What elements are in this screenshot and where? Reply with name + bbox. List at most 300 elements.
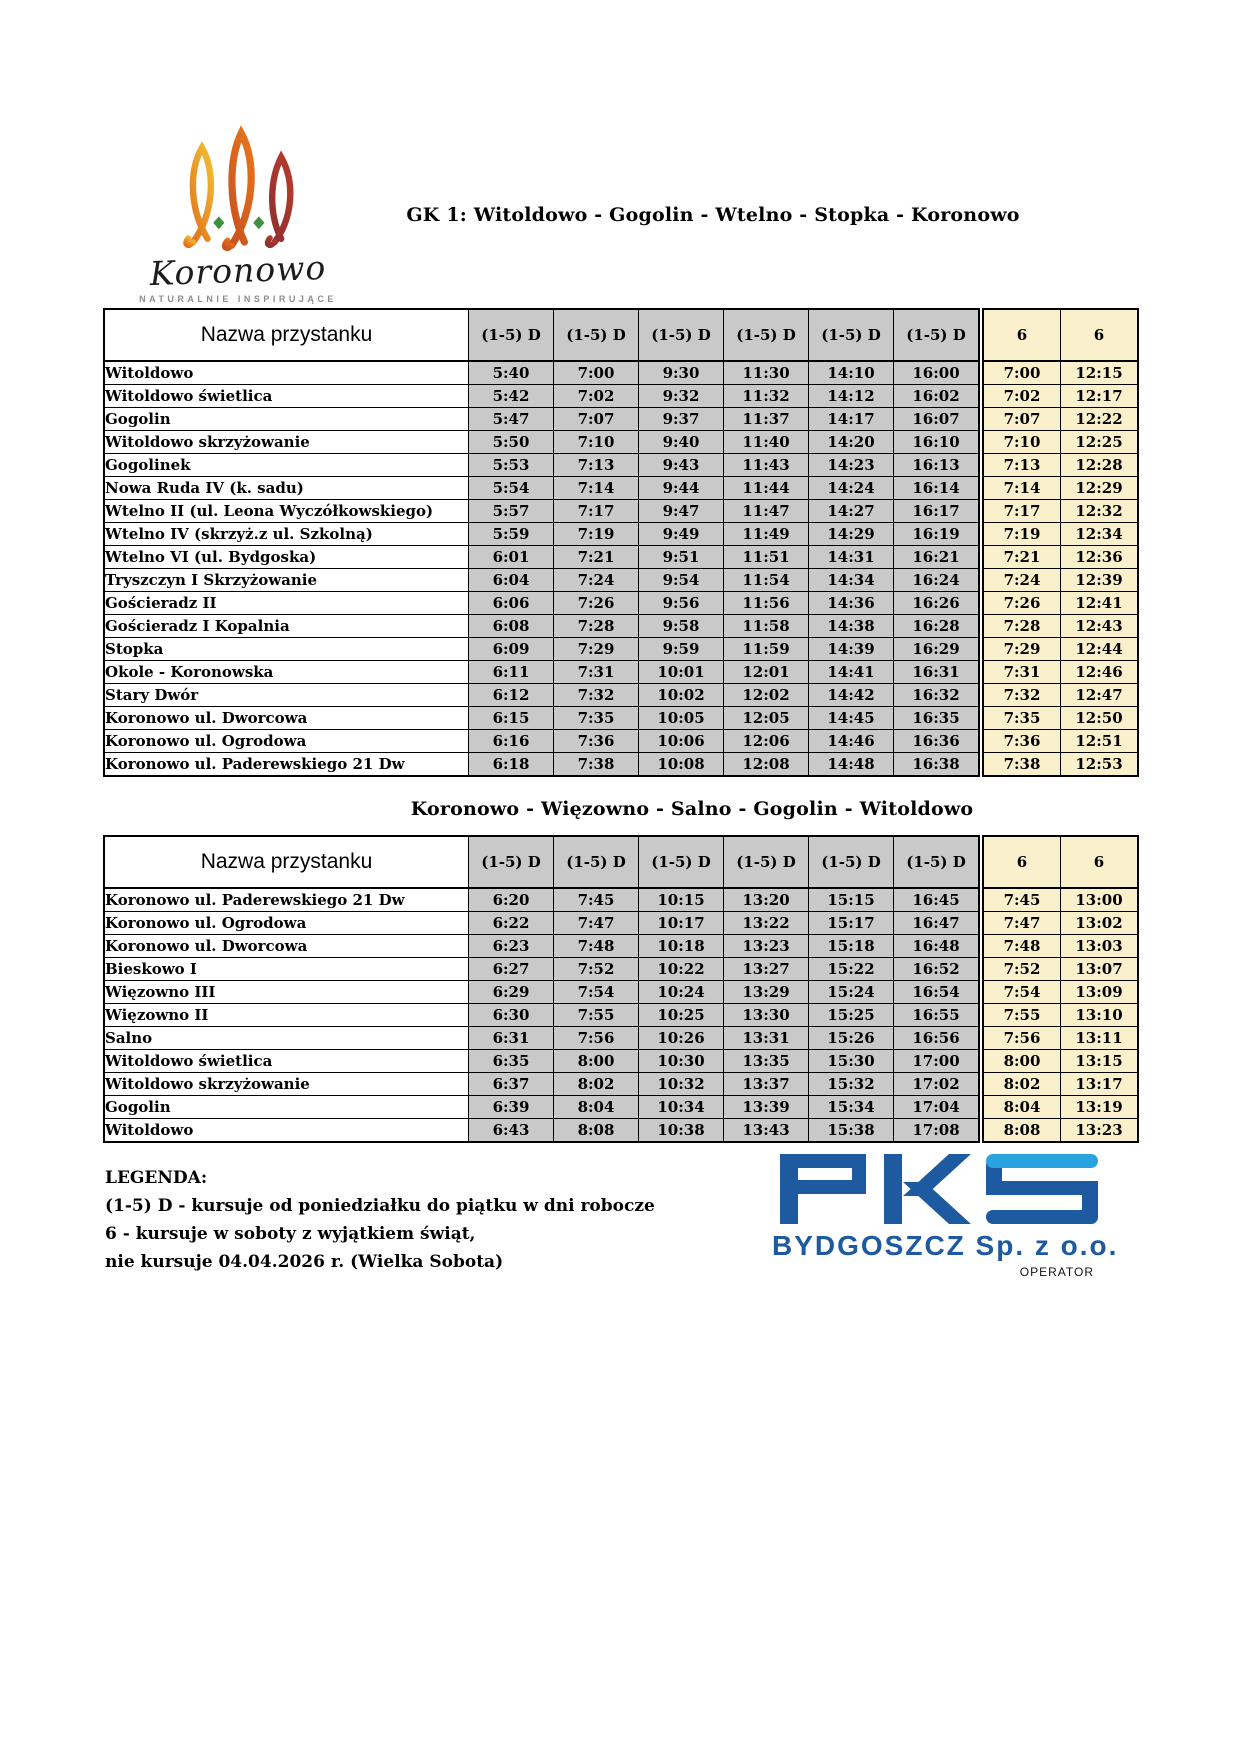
- time-cell: 7:35: [554, 707, 639, 730]
- table-row: [104, 935, 1138, 958]
- time-cell: 16:28: [894, 615, 982, 638]
- time-cell: 5:57: [469, 500, 554, 523]
- time-cell: 7:13: [981, 454, 1061, 477]
- time-cell: 6:22: [469, 912, 554, 935]
- stop-name-header: Nazwa przystanku: [104, 836, 469, 888]
- time-cell: 14:36: [809, 592, 894, 615]
- pks-logo: [772, 1148, 1124, 1279]
- table-row: [104, 638, 1138, 661]
- time-cell: 13:29: [724, 981, 809, 1004]
- column-header: (1-5) D: [554, 836, 639, 888]
- time-cell: 16:32: [894, 684, 982, 707]
- time-cell: 5:53: [469, 454, 554, 477]
- time-cell: 13:02: [1061, 912, 1139, 935]
- time-cell: 6:30: [469, 1004, 554, 1027]
- time-cell: 7:24: [554, 569, 639, 592]
- table-row: [104, 523, 1138, 546]
- time-cell: 15:30: [809, 1050, 894, 1073]
- time-cell: 11:37: [724, 408, 809, 431]
- stop-name-cell: Koronowo ul. Ogrodowa: [104, 730, 469, 753]
- time-cell: 7:48: [981, 935, 1061, 958]
- time-cell: 13:20: [724, 888, 809, 912]
- time-cell: 7:28: [981, 615, 1061, 638]
- time-cell: 7:35: [981, 707, 1061, 730]
- time-cell: 16:02: [894, 385, 982, 408]
- table-row: [104, 408, 1138, 431]
- time-cell: 12:36: [1061, 546, 1139, 569]
- time-cell: 15:38: [809, 1119, 894, 1143]
- time-cell: 12:50: [1061, 707, 1139, 730]
- stop-name-cell: Tryszczyn I Skrzyżowanie: [104, 569, 469, 592]
- stop-name-cell: Koronowo ul. Ogrodowa: [104, 912, 469, 935]
- time-cell: 14:41: [809, 661, 894, 684]
- time-cell: 9:54: [639, 569, 724, 592]
- time-cell: 14:29: [809, 523, 894, 546]
- time-cell: 12:51: [1061, 730, 1139, 753]
- column-header: (1-5) D: [724, 836, 809, 888]
- time-cell: 16:24: [894, 569, 982, 592]
- time-cell: 6:08: [469, 615, 554, 638]
- time-cell: 17:08: [894, 1119, 982, 1143]
- time-cell: 16:35: [894, 707, 982, 730]
- time-cell: 7:47: [554, 912, 639, 935]
- stop-name-cell: Koronowo ul. Dworcowa: [104, 935, 469, 958]
- table-row: [104, 431, 1138, 454]
- time-cell: 12:29: [1061, 477, 1139, 500]
- time-cell: 13:43: [724, 1119, 809, 1143]
- time-cell: 14:10: [809, 361, 894, 385]
- time-cell: 8:02: [554, 1073, 639, 1096]
- table-row: [104, 661, 1138, 684]
- time-cell: 14:45: [809, 707, 894, 730]
- stop-name-cell: Okole - Koronowska: [104, 661, 469, 684]
- time-cell: 11:47: [724, 500, 809, 523]
- table-row: [104, 1073, 1138, 1096]
- time-cell: 7:45: [554, 888, 639, 912]
- stop-name-cell: Gogolinek: [104, 454, 469, 477]
- time-cell: 7:36: [981, 730, 1061, 753]
- time-cell: 14:39: [809, 638, 894, 661]
- table-row: [104, 546, 1138, 569]
- time-cell: 14:20: [809, 431, 894, 454]
- time-cell: 6:29: [469, 981, 554, 1004]
- time-cell: 7:31: [554, 661, 639, 684]
- time-cell: 16:52: [894, 958, 982, 981]
- time-cell: 7:52: [554, 958, 639, 981]
- time-cell: 7:38: [981, 753, 1061, 777]
- time-cell: 11:56: [724, 592, 809, 615]
- column-header: (1-5) D: [809, 309, 894, 361]
- time-cell: 13:11: [1061, 1027, 1139, 1050]
- time-cell: 14:17: [809, 408, 894, 431]
- time-cell: 16:45: [894, 888, 982, 912]
- koronowo-wordmark: Koronowo: [149, 247, 327, 294]
- table-row: [104, 707, 1138, 730]
- time-cell: 14:46: [809, 730, 894, 753]
- time-cell: 10:32: [639, 1073, 724, 1096]
- time-cell: 7:07: [554, 408, 639, 431]
- koronowo-logo: [128, 122, 348, 304]
- time-cell: 7:29: [554, 638, 639, 661]
- time-cell: 9:44: [639, 477, 724, 500]
- time-cell: 12:22: [1061, 408, 1139, 431]
- time-cell: 9:59: [639, 638, 724, 661]
- time-cell: 8:04: [981, 1096, 1061, 1119]
- time-cell: 6:31: [469, 1027, 554, 1050]
- stop-name-cell: Wtelno IV (skrzyż.z ul. Szkolną): [104, 523, 469, 546]
- time-cell: 7:21: [981, 546, 1061, 569]
- time-cell: 7:45: [981, 888, 1061, 912]
- time-cell: 10:06: [639, 730, 724, 753]
- time-cell: 7:10: [554, 431, 639, 454]
- time-cell: 10:24: [639, 981, 724, 1004]
- time-cell: 11:43: [724, 454, 809, 477]
- time-cell: 10:34: [639, 1096, 724, 1119]
- time-cell: 11:49: [724, 523, 809, 546]
- time-cell: 12:43: [1061, 615, 1139, 638]
- time-cell: 7:17: [554, 500, 639, 523]
- stop-name-cell: Koronowo ul. Paderewskiego 21 Dw: [104, 888, 469, 912]
- header-row: [104, 309, 1138, 361]
- time-cell: 7:48: [554, 935, 639, 958]
- time-cell: 9:47: [639, 500, 724, 523]
- time-cell: 16:48: [894, 935, 982, 958]
- time-cell: 14:48: [809, 753, 894, 777]
- time-cell: 14:38: [809, 615, 894, 638]
- time-cell: 7:28: [554, 615, 639, 638]
- time-cell: 12:32: [1061, 500, 1139, 523]
- time-cell: 10:17: [639, 912, 724, 935]
- time-cell: 16:55: [894, 1004, 982, 1027]
- legend: [105, 1164, 655, 1276]
- time-cell: 10:22: [639, 958, 724, 981]
- time-cell: 6:11: [469, 661, 554, 684]
- time-cell: 9:30: [639, 361, 724, 385]
- time-cell: 10:30: [639, 1050, 724, 1073]
- time-cell: 16:00: [894, 361, 982, 385]
- time-cell: 6:12: [469, 684, 554, 707]
- time-cell: 16:29: [894, 638, 982, 661]
- route-title-outbound: GK 1: Witoldowo - Gogolin - Wtelno - Stopka - Koronowo: [406, 204, 1020, 226]
- stop-name-cell: Wtelno VI (ul. Bydgoska): [104, 546, 469, 569]
- time-cell: 8:08: [554, 1119, 639, 1143]
- time-cell: 7:32: [554, 684, 639, 707]
- stop-name-cell: Nowa Ruda IV (k. sadu): [104, 477, 469, 500]
- time-cell: 7:26: [981, 592, 1061, 615]
- timetable-outbound: [103, 308, 1139, 777]
- table-row: [104, 361, 1138, 385]
- column-header: (1-5) D: [469, 836, 554, 888]
- time-cell: 14:31: [809, 546, 894, 569]
- green-diamond-icon: [213, 216, 224, 229]
- time-cell: 12:08: [724, 753, 809, 777]
- time-cell: 16:13: [894, 454, 982, 477]
- time-cell: 16:07: [894, 408, 982, 431]
- time-cell: 13:09: [1061, 981, 1139, 1004]
- time-cell: 7:02: [554, 385, 639, 408]
- stop-name-cell: Wtelno II (ul. Leona Wyczółkowskiego): [104, 500, 469, 523]
- stop-name-cell: Gogolin: [104, 408, 469, 431]
- time-cell: 16:21: [894, 546, 982, 569]
- time-cell: 16:17: [894, 500, 982, 523]
- time-cell: 12:02: [724, 684, 809, 707]
- time-cell: 6:27: [469, 958, 554, 981]
- time-cell: 7:31: [981, 661, 1061, 684]
- time-cell: 8:08: [981, 1119, 1061, 1143]
- time-cell: 11:32: [724, 385, 809, 408]
- time-cell: 6:43: [469, 1119, 554, 1143]
- stop-name-cell: Więzowno II: [104, 1004, 469, 1027]
- time-cell: 10:15: [639, 888, 724, 912]
- koronowo-tagline: NATURALNIE INSPIRUJĄCE: [139, 294, 337, 304]
- time-cell: 11:44: [724, 477, 809, 500]
- time-cell: 12:17: [1061, 385, 1139, 408]
- time-cell: 7:00: [981, 361, 1061, 385]
- time-cell: 11:30: [724, 361, 809, 385]
- column-header: (1-5) D: [809, 836, 894, 888]
- time-cell: 10:18: [639, 935, 724, 958]
- stop-name-cell: Witoldowo skrzyżowanie: [104, 1073, 469, 1096]
- column-header: 6: [981, 836, 1061, 888]
- stop-name-cell: Witoldowo świetlica: [104, 385, 469, 408]
- time-cell: 12:15: [1061, 361, 1139, 385]
- time-cell: 13:31: [724, 1027, 809, 1050]
- pks-operator-label: OPERATOR: [1019, 1265, 1094, 1279]
- column-header: (1-5) D: [554, 309, 639, 361]
- table-row: [104, 1119, 1138, 1143]
- time-cell: 11:51: [724, 546, 809, 569]
- time-cell: 6:01: [469, 546, 554, 569]
- stop-name-cell: Witoldowo skrzyżowanie: [104, 431, 469, 454]
- time-cell: 7:47: [981, 912, 1061, 935]
- time-cell: 9:58: [639, 615, 724, 638]
- time-cell: 13:37: [724, 1073, 809, 1096]
- time-cell: 14:23: [809, 454, 894, 477]
- time-cell: 7:29: [981, 638, 1061, 661]
- table-row: [104, 1050, 1138, 1073]
- stop-name-cell: Koronowo ul. Dworcowa: [104, 707, 469, 730]
- table-row: [104, 958, 1138, 981]
- time-cell: 7:36: [554, 730, 639, 753]
- table-row: [104, 454, 1138, 477]
- time-cell: 9:40: [639, 431, 724, 454]
- time-cell: 12:53: [1061, 753, 1139, 777]
- stop-name-cell: Gościeradz I Kopalnia: [104, 615, 469, 638]
- legend-line: 6 - kursuje w soboty z wyjątkiem świąt,: [105, 1224, 476, 1244]
- time-cell: 13:22: [724, 912, 809, 935]
- table-row: [104, 1027, 1138, 1050]
- time-cell: 7:54: [981, 981, 1061, 1004]
- table-row: [104, 912, 1138, 935]
- time-cell: 6:15: [469, 707, 554, 730]
- legend-line: (1-5) D - kursuje od poniedziałku do piątku w dni robocze: [105, 1196, 655, 1216]
- time-cell: 13:07: [1061, 958, 1139, 981]
- time-cell: 7:14: [981, 477, 1061, 500]
- time-cell: 16:14: [894, 477, 982, 500]
- legend-line: nie kursuje 04.04.2026 r. (Wielka Sobota): [105, 1252, 504, 1272]
- time-cell: 16:19: [894, 523, 982, 546]
- time-cell: 8:04: [554, 1096, 639, 1119]
- stop-name-cell: Witoldowo: [104, 1119, 469, 1143]
- time-cell: 13:10: [1061, 1004, 1139, 1027]
- time-cell: 7:10: [981, 431, 1061, 454]
- stop-name-cell: Gogolin: [104, 1096, 469, 1119]
- time-cell: 10:38: [639, 1119, 724, 1143]
- time-cell: 14:24: [809, 477, 894, 500]
- time-cell: 15:22: [809, 958, 894, 981]
- time-cell: 9:32: [639, 385, 724, 408]
- time-cell: 5:59: [469, 523, 554, 546]
- time-cell: 15:32: [809, 1073, 894, 1096]
- time-cell: 12:44: [1061, 638, 1139, 661]
- time-cell: 10:01: [639, 661, 724, 684]
- time-cell: 12:46: [1061, 661, 1139, 684]
- time-cell: 13:03: [1061, 935, 1139, 958]
- time-cell: 12:06: [724, 730, 809, 753]
- time-cell: 7:55: [554, 1004, 639, 1027]
- time-cell: 13:39: [724, 1096, 809, 1119]
- time-cell: 6:04: [469, 569, 554, 592]
- time-cell: 7:02: [981, 385, 1061, 408]
- time-cell: 14:34: [809, 569, 894, 592]
- table-row: [104, 888, 1138, 912]
- time-cell: 12:01: [724, 661, 809, 684]
- table-row: [104, 981, 1138, 1004]
- stop-name-cell: Salno: [104, 1027, 469, 1050]
- time-cell: 8:02: [981, 1073, 1061, 1096]
- time-cell: 7:24: [981, 569, 1061, 592]
- column-header: 6: [1061, 836, 1139, 888]
- time-cell: 13:15: [1061, 1050, 1139, 1073]
- time-cell: 7:55: [981, 1004, 1061, 1027]
- koronowo-logo-icon: [158, 122, 318, 254]
- time-cell: 7:00: [554, 361, 639, 385]
- header-row: [104, 836, 1138, 888]
- table-row: [104, 1004, 1138, 1027]
- stop-name-cell: Witoldowo świetlica: [104, 1050, 469, 1073]
- time-cell: 7:19: [981, 523, 1061, 546]
- time-cell: 11:40: [724, 431, 809, 454]
- time-cell: 16:47: [894, 912, 982, 935]
- time-cell: 7:32: [981, 684, 1061, 707]
- column-header: 6: [1061, 309, 1139, 361]
- column-header: (1-5) D: [639, 836, 724, 888]
- time-cell: 6:16: [469, 730, 554, 753]
- time-cell: 16:36: [894, 730, 982, 753]
- time-cell: 5:47: [469, 408, 554, 431]
- time-cell: 13:00: [1061, 888, 1139, 912]
- time-cell: 15:18: [809, 935, 894, 958]
- time-cell: 10:25: [639, 1004, 724, 1027]
- time-cell: 16:26: [894, 592, 982, 615]
- time-cell: 10:08: [639, 753, 724, 777]
- time-cell: 6:35: [469, 1050, 554, 1073]
- time-cell: 12:05: [724, 707, 809, 730]
- time-cell: 7:17: [981, 500, 1061, 523]
- time-cell: 6:23: [469, 935, 554, 958]
- time-cell: 5:40: [469, 361, 554, 385]
- time-cell: 9:51: [639, 546, 724, 569]
- column-header: (1-5) D: [894, 836, 982, 888]
- column-header: (1-5) D: [894, 309, 982, 361]
- time-cell: 8:00: [981, 1050, 1061, 1073]
- time-cell: 6:09: [469, 638, 554, 661]
- table-row: [104, 569, 1138, 592]
- time-cell: 13:27: [724, 958, 809, 981]
- time-cell: 12:25: [1061, 431, 1139, 454]
- stop-name-header: Nazwa przystanku: [104, 309, 469, 361]
- legend-heading: LEGENDA:: [105, 1168, 208, 1188]
- time-cell: 15:17: [809, 912, 894, 935]
- time-cell: 13:23: [1061, 1119, 1139, 1143]
- stop-name-cell: Koronowo ul. Paderewskiego 21 Dw: [104, 753, 469, 777]
- time-cell: 5:54: [469, 477, 554, 500]
- time-cell: 16:10: [894, 431, 982, 454]
- stop-name-cell: Gościeradz II: [104, 592, 469, 615]
- time-cell: 13:19: [1061, 1096, 1139, 1119]
- time-cell: 11:59: [724, 638, 809, 661]
- time-cell: 15:25: [809, 1004, 894, 1027]
- time-cell: 17:02: [894, 1073, 982, 1096]
- time-cell: 15:24: [809, 981, 894, 1004]
- time-cell: 15:15: [809, 888, 894, 912]
- time-cell: 12:39: [1061, 569, 1139, 592]
- time-cell: 6:18: [469, 753, 554, 777]
- time-cell: 16:54: [894, 981, 982, 1004]
- time-cell: 11:58: [724, 615, 809, 638]
- time-cell: 13:23: [724, 935, 809, 958]
- time-cell: 6:37: [469, 1073, 554, 1096]
- time-cell: 7:56: [554, 1027, 639, 1050]
- route-title-return: Koronowo - Więzowno - Salno - Gogolin - Witoldowo: [410, 798, 974, 820]
- time-cell: 7:52: [981, 958, 1061, 981]
- time-cell: 16:38: [894, 753, 982, 777]
- time-cell: 15:34: [809, 1096, 894, 1119]
- time-cell: 9:49: [639, 523, 724, 546]
- time-cell: 7:19: [554, 523, 639, 546]
- timetable-return: [103, 835, 1139, 1143]
- time-cell: 6:06: [469, 592, 554, 615]
- time-cell: 17:04: [894, 1096, 982, 1119]
- time-cell: 13:35: [724, 1050, 809, 1073]
- table-row: [104, 500, 1138, 523]
- time-cell: 13:17: [1061, 1073, 1139, 1096]
- pks-logo-icon: [772, 1148, 1112, 1228]
- time-cell: 7:21: [554, 546, 639, 569]
- table-row: [104, 684, 1138, 707]
- column-header: (1-5) D: [639, 309, 724, 361]
- time-cell: 13:30: [724, 1004, 809, 1027]
- time-cell: 12:34: [1061, 523, 1139, 546]
- stop-name-cell: Stary Dwór: [104, 684, 469, 707]
- column-header: (1-5) D: [469, 309, 554, 361]
- time-cell: 14:27: [809, 500, 894, 523]
- time-cell: 14:12: [809, 385, 894, 408]
- stop-name-cell: Stopka: [104, 638, 469, 661]
- time-cell: 10:26: [639, 1027, 724, 1050]
- time-cell: 11:54: [724, 569, 809, 592]
- stop-name-cell: Więzowno III: [104, 981, 469, 1004]
- table-row: [104, 477, 1138, 500]
- time-cell: 10:05: [639, 707, 724, 730]
- time-cell: 14:42: [809, 684, 894, 707]
- time-cell: 5:50: [469, 431, 554, 454]
- time-cell: 17:00: [894, 1050, 982, 1073]
- green-diamond-icon: [253, 216, 264, 229]
- time-cell: 8:00: [554, 1050, 639, 1073]
- stop-name-cell: Witoldowo: [104, 361, 469, 385]
- time-cell: 9:56: [639, 592, 724, 615]
